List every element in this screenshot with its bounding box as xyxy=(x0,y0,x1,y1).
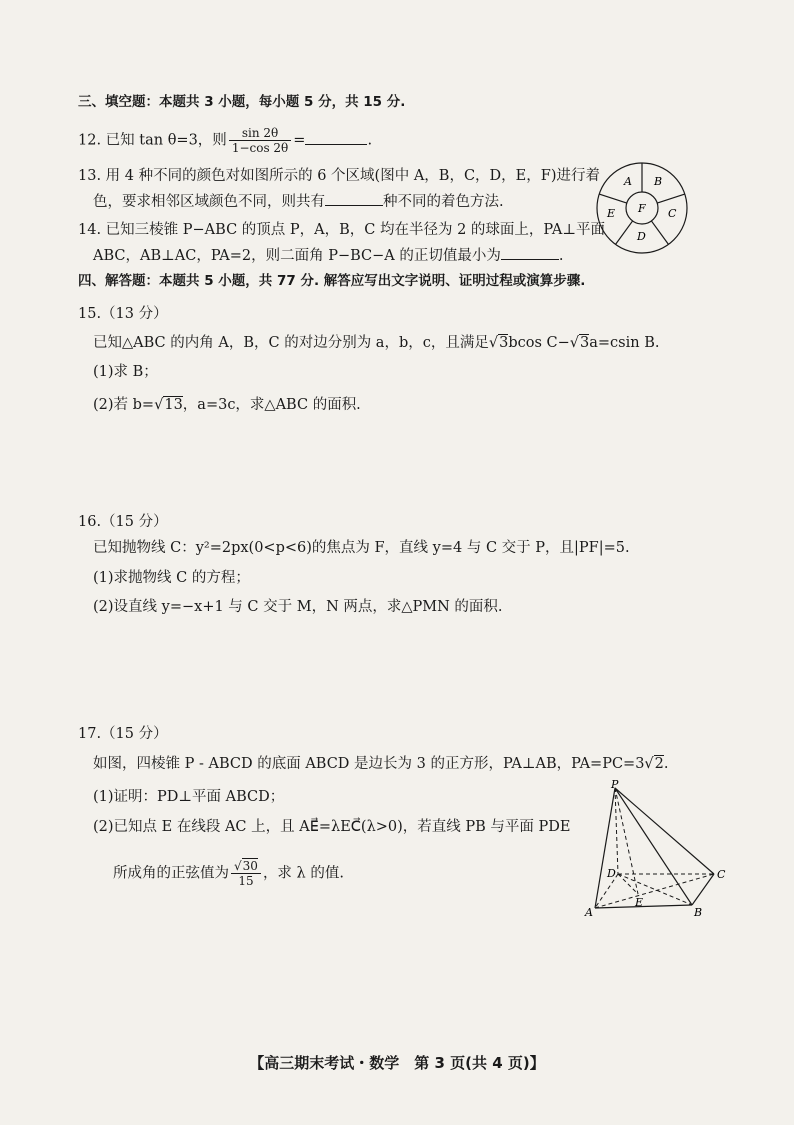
q16-stem: 已知抛物线 C：y²=2px(0<p<6)的焦点为 F，直线 y=4 与 C 交于 P，且|PF|=5. xyxy=(93,540,630,556)
q14-line-2-end: . xyxy=(558,248,564,264)
q12-prefix: 12. 已知 tan θ=3，则 xyxy=(78,132,227,149)
region-label-b: B xyxy=(654,175,663,188)
q15-part-2-sqrt: 13 xyxy=(164,397,183,413)
question-12 xyxy=(78,126,372,155)
vertex-label-p: P xyxy=(611,778,619,791)
q15-part-2: (2)若 b=√13，a=3c，求△ABC 的面积. xyxy=(93,397,361,413)
q17-frac-num-sqrt: 30 xyxy=(242,859,258,873)
section-4-heading: 四、解答题：本题共 5 小题，共 77 分. 解答应写出文字说明、证明过程或演算步骤. xyxy=(78,273,586,289)
q15-stem: 已知△ABC 的内角 A，B，C 的对边分别为 a，b，c，且满足√3bcos C−√3a=csin B. xyxy=(93,335,660,351)
q13-line-1: 13. 用 4 种不同的颜色对如图所示的 6 个区域(图中 A，B，C，D，E，F)进行着 xyxy=(78,168,600,184)
q15-title: 15.（13 分） xyxy=(78,306,168,322)
q15-part-1: (1)求 B； xyxy=(93,364,158,380)
region-label-f: F xyxy=(638,202,646,215)
point-label-e: E xyxy=(635,896,644,909)
q12-frac-num: sin 2θ xyxy=(229,126,291,141)
vertex-label-b: B xyxy=(694,906,703,919)
q15-sqrt-2: 3 xyxy=(580,335,590,351)
q16-part-1: (1)求抛物线 C 的方程； xyxy=(93,570,250,586)
q14-line-2 xyxy=(93,245,563,266)
q13-line-2-suffix: 种不同的着色方法. xyxy=(383,194,504,210)
q16-part-2: (2)设直线 y=−x+1 与 C 交于 M，N 两点，求△PMN 的面积. xyxy=(93,599,503,615)
ring-divider-5 xyxy=(599,194,627,203)
q15-stem-mid: bcos C− xyxy=(508,335,570,351)
q17-fraction xyxy=(231,859,261,888)
vertex-label-a: A xyxy=(585,906,593,919)
q14-line-1: 14. 已知三棱锥 P−ABC 的顶点 P，A，B，C 均在半径为 2 的球面上，PA⊥平面 xyxy=(78,222,605,238)
section-3-heading: 三、填空题：本题共 3 小题，每小题 5 分，共 15 分. xyxy=(78,94,406,110)
q17-part-1: (1)证明：PD⊥平面 ABCD； xyxy=(93,789,285,805)
q12-suffix: = xyxy=(293,132,306,149)
q17-stem-sqrt: 2 xyxy=(654,756,664,772)
q17-part-2-line-1: (2)已知点 E 在线段 AC 上，且 AE⃗=λEC⃗(λ>0)，若直线 PB 与平面 PDE xyxy=(93,819,571,835)
q17-stem-prefix: 如图，四棱锥 P - ABCD 的底面 ABCD 是边长为 3 的正方形，PA⊥AB，PA=PC=3 xyxy=(93,756,645,772)
region-label-e: E xyxy=(607,207,616,220)
q17-part-2-line-2-prefix: 所成角的正弦值为 xyxy=(113,865,229,882)
ring-divider-2 xyxy=(657,194,685,203)
q12-answer-blank xyxy=(305,130,367,145)
q17-part-2-line-2 xyxy=(113,859,344,888)
pyramid-solid-edges xyxy=(595,788,714,908)
q17-stem: 如图，四棱锥 P - ABCD 的底面 ABCD 是边长为 3 的正方形，PA⊥AB，PA=PC=3√2. xyxy=(93,756,669,772)
q15-stem-prefix: 已知△ABC 的内角 A，B，C 的对边分别为 a，b，c，且满足 xyxy=(93,335,489,351)
q13-line-2 xyxy=(93,191,504,212)
region-label-d: D xyxy=(637,230,646,243)
ring-divider-3 xyxy=(651,221,668,244)
vertex-label-c: C xyxy=(717,868,726,881)
q15-sqrt-1: 3 xyxy=(499,335,509,351)
vertex-label-d: D xyxy=(607,867,616,880)
q17-title: 17.（15 分） xyxy=(78,726,168,742)
q14-line-2-prefix: ABC，AB⊥AC，PA=2，则二面角 P−BC−A 的正切值最小为 xyxy=(93,248,501,264)
region-label-a: A xyxy=(624,175,632,188)
q12-frac-den: 1−cos 2θ xyxy=(231,141,289,155)
q14-answer-blank xyxy=(501,245,559,260)
ring-divider-4 xyxy=(616,221,633,244)
q12-fraction xyxy=(229,126,291,155)
q17-part-2-line-2-suffix: ，求 λ 的值. xyxy=(262,865,344,882)
q13-region-diagram xyxy=(594,160,690,256)
q17-frac-den: 15 xyxy=(238,874,254,888)
q15-stem-suffix: a=csin B. xyxy=(589,335,660,351)
q17-stem-end: . xyxy=(663,756,669,772)
region-label-c: C xyxy=(668,207,677,220)
q17-pyramid-diagram xyxy=(582,778,732,920)
page-footer: 【高三期末考试・数学 第 3 页(共 4 页)】 xyxy=(249,1054,545,1072)
q15-part-2-prefix: (2)若 b= xyxy=(93,397,155,413)
q13-answer-blank xyxy=(325,191,383,206)
q13-line-2-prefix: 色，要求相邻区域颜色不同，则共有 xyxy=(93,194,325,210)
q15-part-2-suffix: ，a=3c，求△ABC 的面积. xyxy=(182,397,361,413)
q16-title: 16.（15 分） xyxy=(78,514,168,530)
q17-frac-num: √30 xyxy=(231,859,261,874)
q12-end: . xyxy=(367,132,373,149)
